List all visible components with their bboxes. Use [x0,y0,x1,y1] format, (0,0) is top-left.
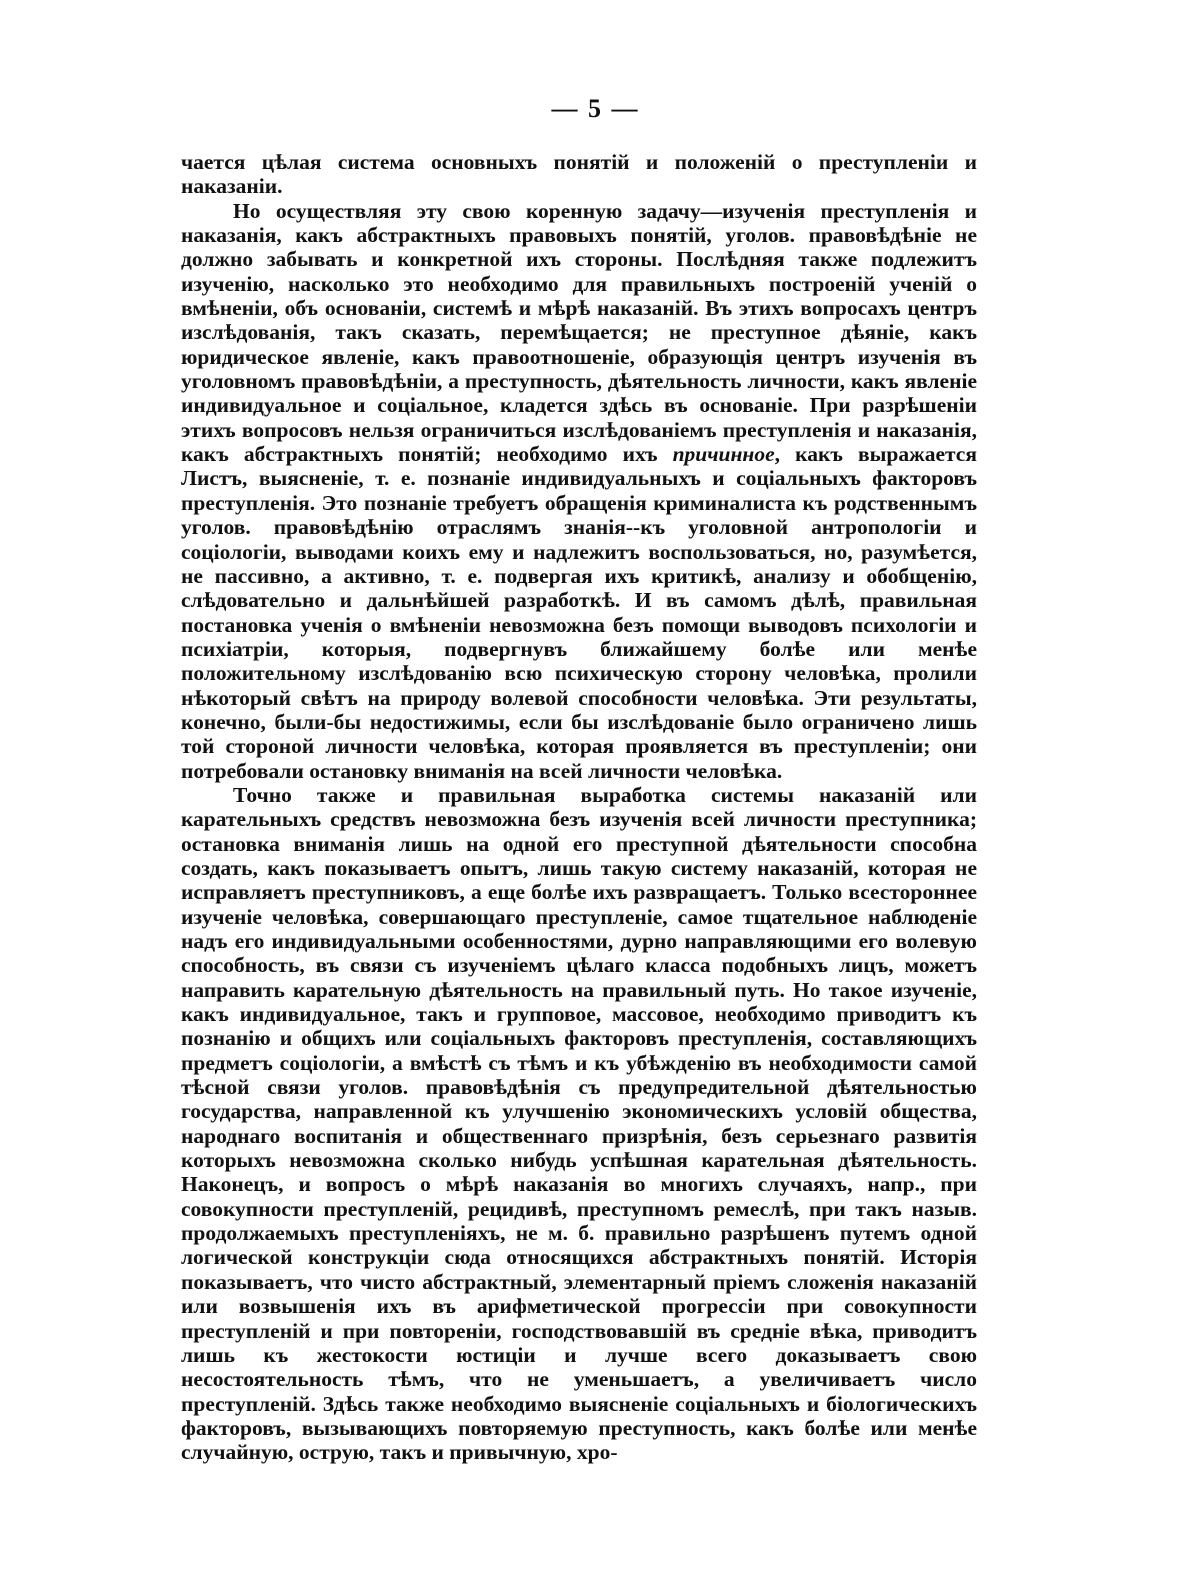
paragraph-1-text: чается цѣлая система основныхъ понятій и положеній о преступленіи и наказаніи. [181,150,977,199]
paragraph-2-text-a: Но осуществляя эту свою коренную задачу—изученія преступленія и наказанія, какъ абстрактныхъ правовыхъ понятій, уголов. правовѣдѣніе не должно забывать и конкретной ихъ стороны. Послѣдняя также подлежитъ изученію, насколько это необходимо для правильныхъ построеній ученій о вмѣненіи, объ основаніи, системѣ и мѣрѣ наказаній. Въ этихъ вопросахъ центръ изслѣдованія, такъ сказать, перемѣщается; не преступное дѣяніе, какъ юридическое явленіе, какъ правоотношеніе, образующія центръ изученія въ уголовномъ правовѣдѣніи, а преступность, дѣятельность личности, какъ явленіе индивидуальное и соціальное, кладется здѣсь въ основаніе. При разрѣшеніи этихъ вопросовъ нельзя ограничиться изслѣдованіемъ преступленія и наказанія, какъ абстрактныхъ понятій; необходимо ихъ [181,198,977,467]
body-text [181,150,977,1465]
paragraph-2 [181,199,977,783]
paragraph-3 [181,783,977,1465]
paragraph-1 [181,150,977,199]
paragraph-2-italic-term: причинное [672,442,775,467]
paragraph-3-text: Точно также и правильная выработка системы наказаній или карательныхъ средствъ невозможна безъ изученія всей личности преступника; остановка вниманія лишь на одной его преступной дѣятельности способна создать, какъ показываетъ опытъ, лишь такую систему наказаній, которая не исправляетъ преступниковъ, а еще болѣе ихъ развращаетъ. Только всестороннее изученіе человѣка, совершающаго преступленіе, самое тщательное наблюденіе надъ его индивидуальными особенностями, дурно направляющими его волевую способность, въ связи съ изученіемъ цѣлаго класса подобныхъ лицъ, можетъ направить карательную дѣятельность на правильный путь. Но такое изученіе, какъ индивидуальное, такъ и групповое, массовое, необходимо приводитъ къ познанію и общихъ или соціальныхъ факторовъ преступленія, составляющихъ предметъ соціологіи, а вмѣстѣ съ тѣмъ и къ убѣжденію въ необходимости самой тѣсной связи уголов. правовѣдѣнія съ предупредительной дѣятельностью государства, направленной къ улучшенію экономическихъ условій общества, народнаго воспитанія и общественнаго призрѣнія, безъ серьезнаго развитія которыхъ невозможна сколько нибудь успѣшная карательная дѣятельность. Наконецъ, и вопросъ о мѣрѣ наказанія во многихъ случаяхъ, напр., при совокупности преступленій, рецидивѣ, преступномъ ремеслѣ, при такъ назыв. продолжаемыхъ преступленіяхъ, не м. б. правильно разрѣшенъ путемъ одной логической конструкціи сюда относящихся абстрактныхъ понятій. Исторія показываетъ, что чисто абстрактный, элементарный пріемъ сложенія наказаній или возвышенія ихъ въ арифметической прогрессіи при совокупности преступленій и при повтореніи, господствовавшій въ средніе вѣка, приводитъ лишь къ жестокости юстиціи и лучше всего доказываетъ свою несостоятельность тѣмъ, что не уменьшаетъ, а увеличиваетъ число преступленій. Здѣсь также необходимо выясненіе соціальныхъ и біологическихъ факторовъ, вызывающихъ повторяемую преступность, какъ болѣе или менѣе случайную, острую, такъ и привычную, хро- [181,782,977,1465]
paragraph-2-text-b: , какъ выражается Листъ, выясненіе, т. е. познаніе индивидуальныхъ и соціальныхъ факторовъ преступленія. Это познаніе требуетъ обращенія криминалиста къ родственнымъ уголов. правовѣдѣнію отраслямъ знанія--къ уголовной антропологіи и соціологіи, выводами коихъ ему и надлежитъ воспользоваться, но, разумѣется, не пассивно, а активно, т. е. подвергая ихъ критикѣ, анализу и обобщенію, слѣдовательно и дальнѣйшей разработкѣ. И въ самомъ дѣлѣ, правильная постановка ученія о вмѣненіи невозможна безъ помощи выводовъ психологіи и психіатріи, которыя, подвергнувъ ближайшему болѣе или менѣе положительному изслѣдованію всю психическую сторону человѣка, пролили нѣкоторый свѣтъ на природу волевой способности человѣка. Эти результаты, конечно, были-бы недостижимы, если бы изслѣдованіе было ограничено лишь той стороной личности человѣка, которая проявляется въ преступленіи; они потребовали остановку вниманія на всей личности человѣка. [181,442,977,783]
page-number: — 5 — [551,94,640,123]
